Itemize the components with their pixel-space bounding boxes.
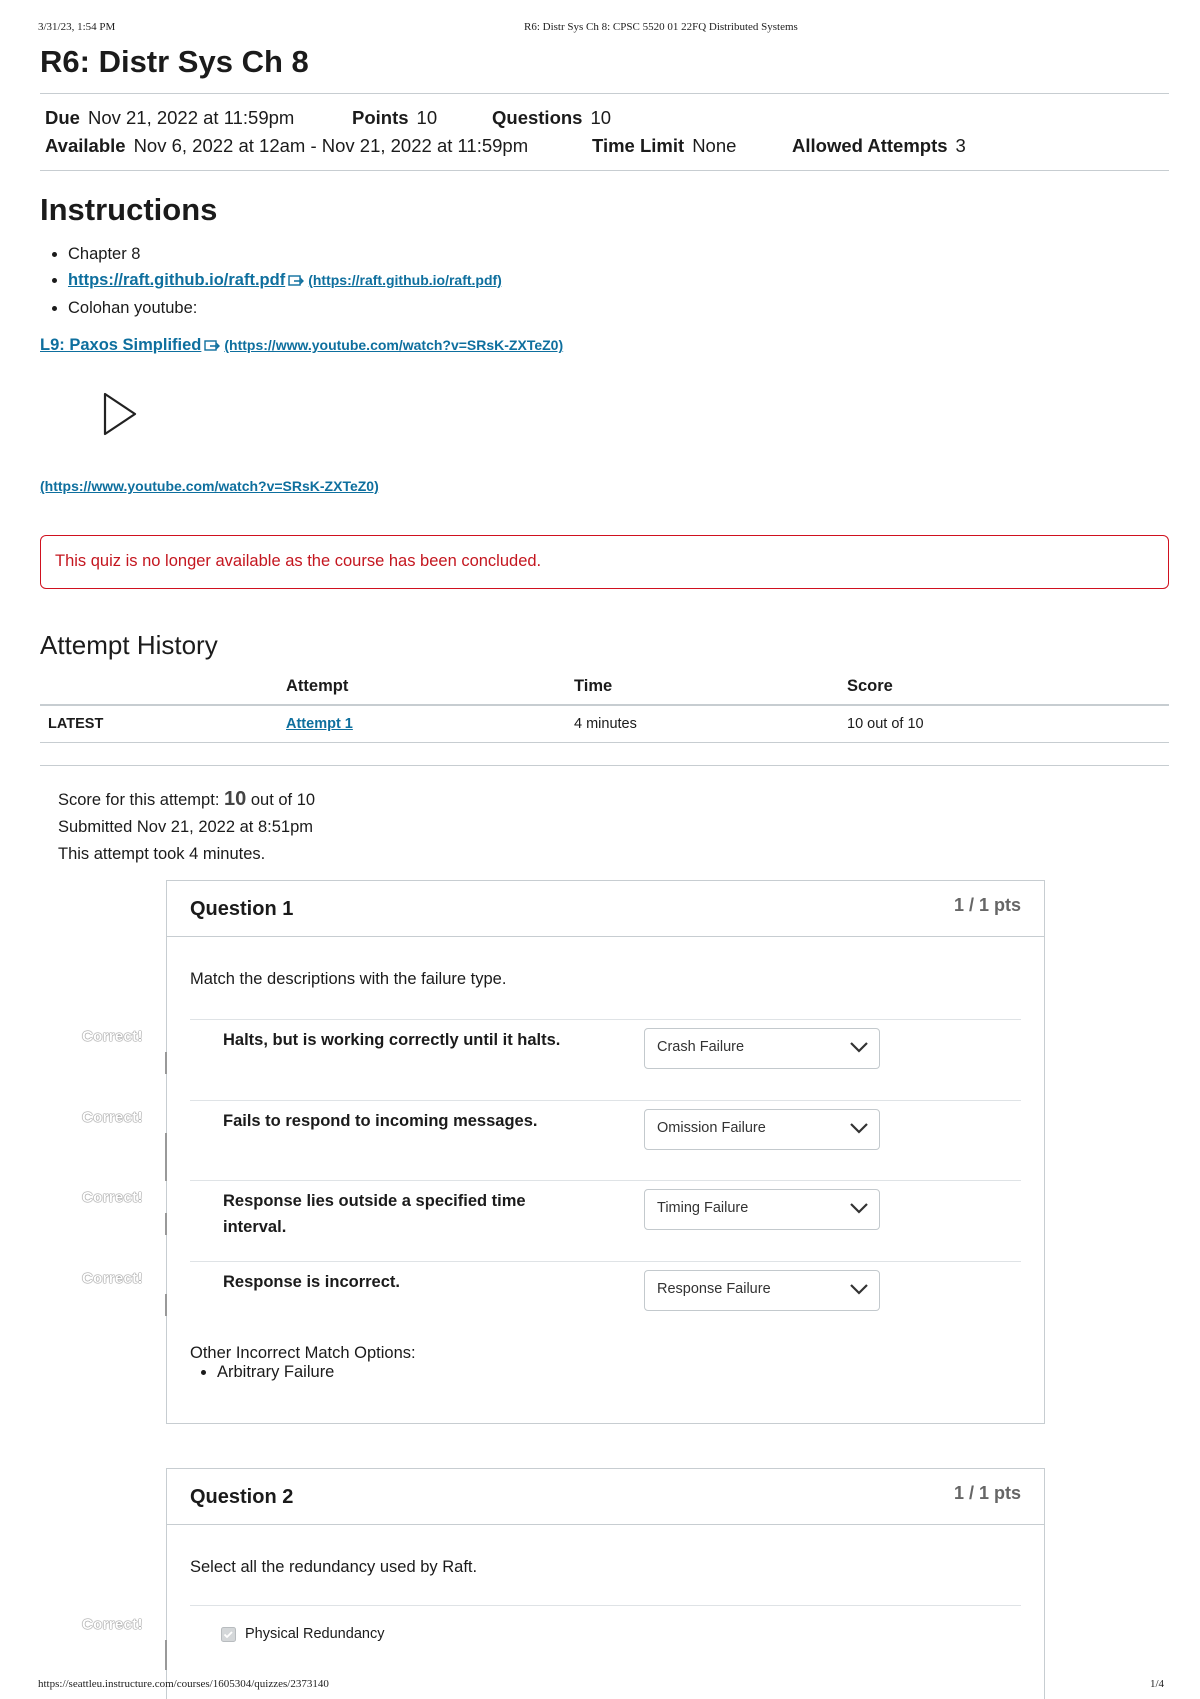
question-prompt: Match the descriptions with the failure type. [190, 970, 507, 988]
footer-page: 1/4 [1150, 1678, 1165, 1690]
correct-label: Correct! [82, 1616, 143, 1633]
answer-marker [165, 1213, 167, 1235]
alert-text: This quiz is no longer available as the course has been concluded. [55, 552, 542, 570]
list-item: • Chapter 8 [68, 241, 502, 267]
duration-line: This attempt took 4 minutes. [58, 845, 266, 863]
video-url-link[interactable]: (https://www.youtube.com/watch?v=SRsK-ZXTeZ0) [40, 478, 379, 494]
divider [190, 1180, 1021, 1181]
match-answer-select[interactable] [644, 1189, 880, 1230]
attempt-link[interactable]: Attempt 1 [286, 716, 353, 732]
question-points: 1 / 1 pts [953, 895, 1021, 915]
attempt-history-heading: Attempt History [40, 630, 218, 660]
attempt-time: 4 minutes [574, 705, 847, 743]
match-answer-select[interactable] [644, 1270, 880, 1311]
question-title: Question 1 [190, 898, 294, 920]
match-description: Response lies outside a specified time interval. [223, 1192, 526, 1236]
correct-label: Correct! [82, 1109, 143, 1126]
list-item: • Arbitrary Failure [217, 1359, 334, 1385]
divider [190, 1605, 1021, 1606]
question-title: Question 2 [190, 1486, 294, 1508]
score-line: Score for this attempt: 10 out of 10 [58, 788, 316, 810]
column-header: Attempt [286, 668, 574, 705]
divider [190, 1019, 1021, 1020]
paxos-video-url[interactable]: (https://www.youtube.com/watch?v=SRsK-ZXTeZ0) [224, 337, 564, 353]
attempt-score: 10 out of 10 [847, 705, 1169, 743]
other-options-list [190, 1359, 334, 1385]
latest-label: LATEST [40, 705, 286, 743]
chevron-down-icon [849, 1201, 869, 1215]
question-header [167, 1469, 1044, 1525]
due-info: Due Nov 21, 2022 at 11:59pm [45, 107, 295, 128]
available-info: Available Nov 6, 2022 at 12am - Nov 21, 2022 at 11:59pm [45, 135, 529, 156]
raft-pdf-link[interactable]: https://raft.github.io/raft.pdf [68, 271, 286, 289]
divider [190, 1100, 1021, 1101]
chevron-down-icon [849, 1040, 869, 1054]
answer-marker [165, 1052, 167, 1074]
questions-info: Questions 10 [492, 107, 612, 128]
instructions-heading: Instructions [40, 192, 218, 227]
divider [190, 1261, 1021, 1262]
match-answer-select[interactable] [644, 1109, 880, 1150]
list-item: • Colohan youtube: [68, 295, 502, 321]
course-concluded-alert [40, 535, 1169, 589]
column-header [40, 668, 286, 705]
play-icon[interactable] [102, 392, 138, 441]
table-row [40, 705, 1169, 743]
attempt-history-table [40, 668, 1169, 743]
match-description: Fails to respond to incoming messages. [223, 1112, 538, 1130]
correct-label: Correct! [82, 1189, 143, 1206]
print-datetime: 3/31/23, 1:54 PM [38, 21, 116, 33]
attempt-summary [58, 786, 315, 868]
allowed-attempts-info: Allowed Attempts 3 [792, 135, 966, 156]
video-link-row [40, 336, 563, 357]
external-link-icon [288, 269, 305, 295]
selected-value: Crash Failure [657, 1039, 745, 1055]
selected-value: Omission Failure [657, 1120, 766, 1136]
question-2 [166, 1468, 1045, 1699]
question-header [167, 881, 1044, 937]
checkbox-icon[interactable] [221, 1627, 236, 1647]
instructions-list [40, 241, 502, 321]
raft-pdf-url[interactable]: (https://raft.github.io/raft.pdf) [308, 272, 502, 288]
match-description: Halts, but is working correctly until it halts. [223, 1031, 561, 1049]
footer-url: https://seattleu.instructure.com/courses/1605304/quizzes/2373140 [38, 1678, 329, 1690]
print-doc-title: R6: Distr Sys Ch 8: CPSC 5520 01 22FQ Distributed Systems [524, 21, 798, 33]
match-description: Response is incorrect. [223, 1273, 400, 1291]
paxos-video-link[interactable]: L9: Paxos Simplified [40, 336, 202, 354]
selected-value: Timing Failure [657, 1200, 749, 1216]
list-item [68, 267, 502, 295]
divider [40, 170, 1169, 171]
question-points: 1 / 1 pts [953, 1483, 1021, 1503]
correct-label: Correct! [82, 1028, 143, 1045]
divider [40, 765, 1169, 766]
chevron-down-icon [849, 1121, 869, 1135]
correct-label: Correct! [82, 1270, 143, 1287]
divider [40, 93, 1169, 94]
column-header: Time [574, 668, 847, 705]
column-header: Score [847, 668, 1169, 705]
selected-value: Response Failure [657, 1281, 771, 1297]
page-title: R6: Distr Sys Ch 8 [40, 44, 309, 79]
question-prompt: Select all the redundancy used by Raft. [190, 1558, 478, 1576]
points-info: Points 10 [352, 107, 438, 128]
answer-marker [165, 1640, 167, 1670]
external-link-icon [204, 338, 221, 357]
answer-marker [165, 1294, 167, 1316]
option-label: Physical Redundancy [245, 1626, 385, 1642]
time-limit-info: Time Limit None [592, 135, 737, 156]
other-options-label: Other Incorrect Match Options: [190, 1344, 416, 1362]
chevron-down-icon [849, 1282, 869, 1296]
question-1 [166, 880, 1045, 1424]
answer-marker [165, 1133, 167, 1181]
match-answer-select[interactable] [644, 1028, 880, 1069]
submitted-line: Submitted Nov 21, 2022 at 8:51pm [58, 818, 313, 836]
